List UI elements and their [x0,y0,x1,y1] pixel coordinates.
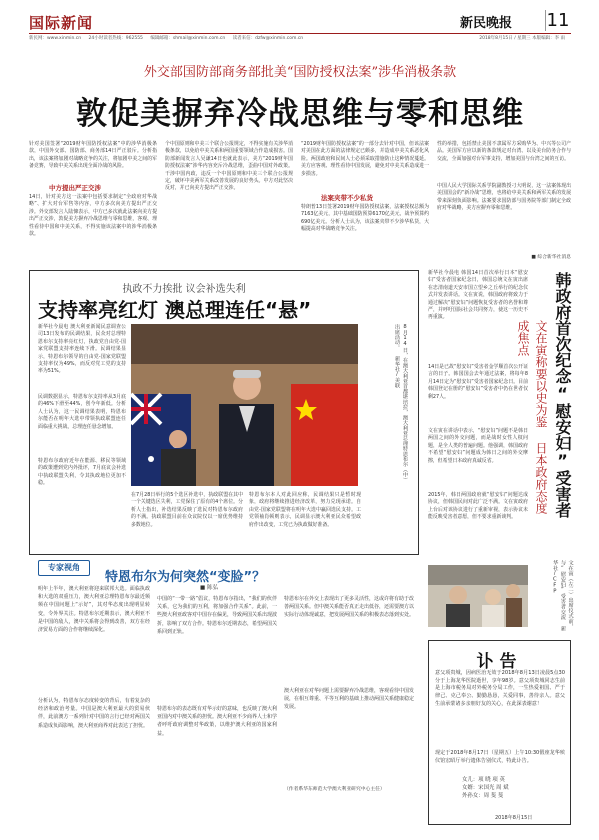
top-story-subhead-2: 法案夹带不少私货 [321,194,373,202]
info-email: 编辑邮箱：shmail@xinmin.com.cn [150,36,226,41]
photo-illustration [131,324,358,486]
aus-pm-photo [131,324,358,486]
chinese-flag-icon [291,384,358,486]
top-story-col3: “2019财年国防授权法案”的一部分去针对中国，但该法案对美国在此方面的法律规定已颇多，并造成中美关系恶化风险。两国政府和民间人士必须采取措施防止这种情况蔓延。美方应客观、理性看待中国发展，避免对中美关系造成进一步损害。 [301,141,429,177]
section-title: 国际新闻 [29,14,94,32]
top-story-col4-b: 中国人民大学国际关系学院副教授刁大明说，这一法案体现出美国国会的“新冷战”思维，也将给中美关系和两军关系的发展带来深刻负面影响。法案要求国防部与国务院等部门制定全政府对华战略，美方应摒弃零和思维。 [437,183,571,212]
column-col1-b: 分析认为，特恩布尔态度转变的背后，有着复杂的经济和政治考量。中国是澳大利亚最大的贸易伙伴，此前澳方一系列针对中国的言行已经对两国关系造成负面影响，澳大利亚商界对此表达了担忧。 [38,698,150,729]
aus-story-col3: 特恩布尔本人对此回应称，民调结果只是暂时现象，政府将继续推进经济改革，努力兑现承诺。自由党-国家党联盟将在明年大选中赢回选民支持。工党领袖肖顿则表示，民调显示澳大利亚民众希望政府作出改变，工党已为执政做好准备。 [249,492,361,528]
top-story-kicker: 外交部国防部商务部批美“国防授权法案”涉华消极条款 [143,65,457,80]
aus-photo-caption-text: 8月14日，在澳大利亚首都堪培拉，澳大利亚总理特恩布尔（中）出席活动。 [394,324,408,483]
top-story-col2: 个中国原则和中美三个联合公报规定，不得实施有关涉华消极条款，以免给中美关系和两国重要领域合作造成损害。国防部新闻发言人吴谦14日也就此表示，美方“2019财年国防授权法案”涉华内容充斥冷战思维，歪曲中国对外政策。干涉中国内政，违反一个中国原则和中美三个联合公报规定，破坏中美两军关系改善发展的良好势头。中方对此坚决反对，并已向美方提出严正交涉。 [165,141,293,192]
aus-story-col1-c: 特恩布尔政府近年在能源、移民等领域的政策遭到党内外批评，7月底议会补选中执政联盟失利，令其执政地位更加不稳。 [38,458,126,487]
obituary-body: 意父项贵城，因病医治无效于2018年8月13日凌晨5点30分于上海龙华医院逝世，享年98岁。意父项贵城同志生前是上海市税务局对外税务分局工作，一生热爱祖国、严于律己、克己奉公、勤勤恳恳，关爱同事，善待亲人。意父生前承蒙诸多亲朋好友的关心，在此深表谢意！ [435,670,565,707]
header-rule [29,33,571,34]
column-author: ■ 陈弘 [200,585,218,591]
aus-story-col2: 在7月28日举行的5个选区补选中，执政联盟在其中一个关键选区失利，工党保住了原有的4个席位。分析人士指出，补选结果反映了选民对特恩布尔政府的不满。执政联盟目前在众议院仅以一席优势维持多数地位。 [131,492,243,528]
korea-story-text [428,270,528,560]
column-col3-b: 澳大利亚在对华问题上需要摒弃冷战思维，客观看待中国发展，在相互尊重、平等互利的基础上推动两国关系健康稳定发展。 [284,688,415,711]
top-story-body [29,141,571,261]
column-col2-wrap [157,595,277,810]
top-story-col1: 针对美国签署“2019财年国防授权法案”中的涉华消极条款，中国外交部、国防部、商务部14日严正驳斥。分析指出，该法案将加剧对战略竞争的关注，将加剧中美之间的军备竞赛，导致中美关系出现全面冷战的风险。 [29,141,157,170]
korea-vertical-kicker: 文在寅称要以史为鉴 日本政府态度成焦点 [516,320,548,514]
aus-story-col1: 新华社今晨电 澳大利亚新闻民意调查公司13日发布的民调结果，民众对总理特恩布尔支持率亮红灯，执政党自由党-国家党联盟支持率连续下滑。民调结果显示，特恩布尔领导的自由党-国家党联盟支持率仅为49%，而反对党工党的支持率为51%。 [38,324,126,375]
korea-vertical-headline: 韩政府首次纪念“慰安妇”受害者 [553,272,572,518]
column-col2-b: 特恩布尔的表态既有对华示好的意味，也反映了澳大利亚国内对中澳关系的担忧。澳大利亚不少商界人士和学者呼吁政府调整对华政策，以维护澳大利亚的国家利益。 [157,706,278,737]
column-col3: 特恩布尔在外交上表现出了更多灵活性，这或许将有助于改善两国关系。但中澳关系能否真正走出低谷，还需要澳方以实际行动体现诚意，把发展两国关系的积极表态落到实处。 [284,596,415,619]
newspaper-logo: 新民晚报 [460,16,513,31]
page-number: 11 [546,10,570,31]
korea-photo [428,565,528,627]
column-author-note: （作者系华东师范大学澳大利亚研究中心主任） [284,787,385,792]
column-kicker: 特恩布尔为何突然“变脸”？ [105,570,266,585]
header-info-bar [29,35,571,41]
top-story-headline: 敦促美摒弃冷战思维与零和思维 [76,96,524,132]
aus-story-headline: 支持率亮红灯 澳总理连任“悬” [38,298,312,322]
expert-view-tag: 专家视角 [38,560,90,576]
aus-story-col1-wrap [38,324,126,509]
aus-photo-caption [361,324,409,486]
obituary-family-granddaughter: 外孙女：周 斐 斐 [462,793,504,799]
column-col1: 明年上半年，澳大利亚将迎来联邦大选。面临执政和大选的双重压力，澳大利亚总理特恩布尔最近频频在中国问题上“示好”，其对华态度出现明显转变，令外界关注。特恩布尔近期表示，澳大利亚不是中国的敌人，澳中关系将会得到改善，双方在经济贸易方面的合作将继续深化。 [38,586,150,634]
obituary-title: 讣告 [476,652,523,672]
top-story-byline: ■ 综合新华社消息 [531,255,571,260]
top-story-col4: 性的举措，包括禁止美国不隶属军方采购华为、中兴等公司产品。美国军方应以新的条款规定对台湾、以及美台防务合作与交流，全面加强对台军事支持，增加美国与台湾之间的互访。 [437,141,571,162]
korea-para3: 文在寅在讲话中表示，“慰安妇”问题不是韩日两国之间的外交问题，而是战时女性人权问题，是全人类的普遍问题。他强调，韩国政府不希望“慰安妇”问题成为韩日之间的外交摩擦，但希望日本政府真诚反省。 [428,428,528,464]
info-date: 2018年8月15日 / 星期三 本版编辑：李 雨 [479,36,565,41]
column-col2: 中国的“一带一路”倡议，特恩布尔指出，“我们的伙伴关系，它为我们的互利，将加强合作关系”。此前，一些澳大利亚政客对中国存在偏见，导致两国关系出现波折，影响了双方合作。特恩布尔近期表态，希望两国关系回到正轨。 [157,596,278,635]
top-story-col3-b: 特朗普13日签署2019财年国防授权法案，法案授权总额为7163亿美元，其中基础国防预算6170亿美元，战争预算约690亿美元。分析人士认为，该法案夹带不少涉华私货，大幅提高对华战略竞争关注。 [301,204,429,233]
korea-photo-illustration [428,565,528,627]
korea-para4: 2015年，韩日两国政府就“慰安妇”问题达成协议，但韩国民间对此广泛不满。文在寅政府上台后对该协议进行了重新审视，表示协议未能反映受害者意愿，但不要求重新谈判。 [428,492,528,521]
top-story-col1-b: 14日，针对美方这一法案中包括要求制定“全政府对华战略”、扩大对台军售等内容，中方多次向美方提出严正交涉。外交部发言人陆慷表示，中方已多次就此法案向美方提出严正交涉，敦促美方摒弃冷战思维与零和思维，客观、理性看待中国和中美关系，不得实施该法案中的涉华消极条款。 [29,194,157,238]
aus-story-kicker: 执政不力挨批 议会补选失利 [122,284,246,295]
obituary-funeral: 现定于2018年8月17日（星期五）上午10:30假座龙华殡仪馆宏昭厅举行遗体告别仪式，特此讣告。 [435,750,565,764]
obituary-family-sons-in-law: 女婿：宋国光 周 斌 [462,785,509,791]
info-website: 新民网：www.xinmin.cn [29,36,82,41]
column-col1-wrap [38,585,150,810]
top-story-subhead-1: 中方提出严正交涉 [49,184,101,192]
info-letters: 读者来信：dzfw@xinmin.com.cn [232,36,304,41]
aus-photo-caption-source: 新华社/美联 [394,356,400,388]
obituary-date: 2018年8月15日 [495,815,533,821]
korea-photo-caption: 文在寅（左二）出席仪式前，与“慰安妇”受害者交流 新华社/CFP [551,560,573,631]
aus-story-col1-b: 民调数据显示，特恩布尔支持率从3月底的46%下滑至44%，创今年新低。分析人士认为，这一民调结果表明，特恩布尔能否在明年大选中带领执政联盟连任面临重大挑战，总理连任悬念增加。 [38,394,126,430]
korea-para2: 14日是已故“慰安妇”受害者金学顺首次公开证言的日子。韩国国会去年通过法案，将每年8月14日定为“慰安妇”受害者国家纪念日。目前韩国登记在册的“慰安妇”受害者中仍在世者仅剩27人。 [428,364,528,400]
info-hotline: 24小时读者热线：962555 [88,36,143,41]
obituary-family-daughters: 女儿：项 晓 项 英 [462,777,505,783]
column-col3-wrap [284,595,414,810]
obituary-family [462,776,562,800]
korea-para1: 新华社今晨电 韩国14日首次举行日本“慰安妇”受害者国家纪念日，韩国总统文在寅出席在忠清南道天安市国立望乡之丘举行的纪念仪式并发表讲话。文在寅说，韩国政府将致力于通过解决“慰安妇”问题恢复受害者的名誉和尊严，并呼吁国际社会共同努力，使这一历史不再重演。 [428,270,528,321]
